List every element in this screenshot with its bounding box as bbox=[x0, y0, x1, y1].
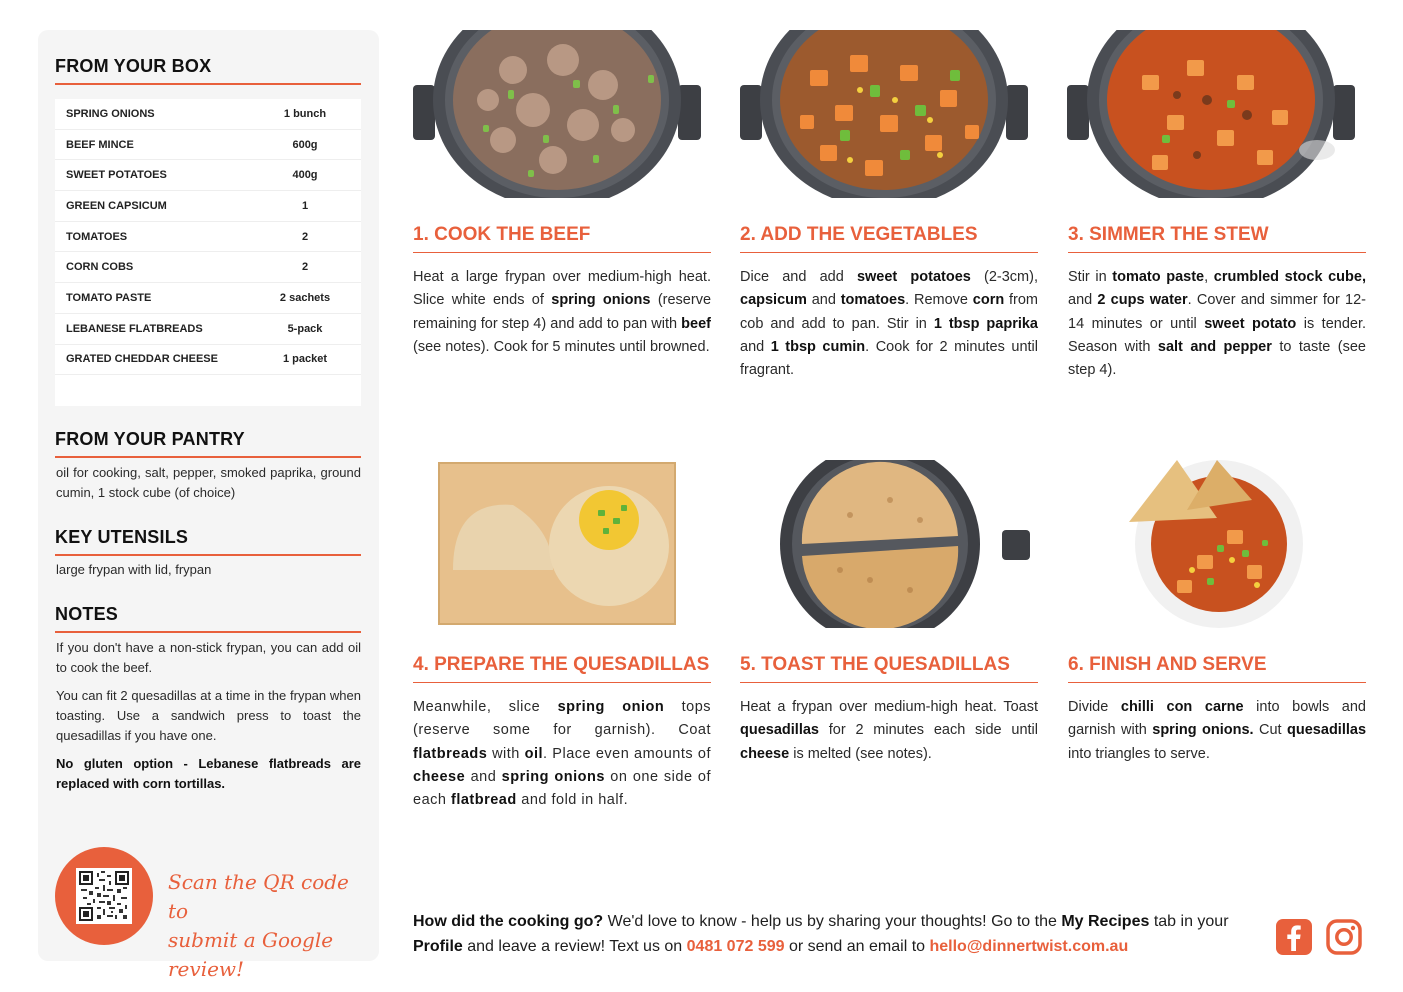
bold-ingredient: 1 tbsp paprika bbox=[933, 315, 1038, 332]
text-run: . Place even amounts of bbox=[543, 745, 711, 762]
step-2-text bbox=[740, 266, 1038, 382]
bold-ingredient: sweet potatoes bbox=[856, 269, 971, 285]
step-4-title: 4. PREPARE THE QUESADILLAS bbox=[413, 654, 711, 683]
bold-ingredient: tomato paste bbox=[1112, 269, 1205, 285]
text-run: Divide bbox=[1068, 699, 1121, 715]
ingredients-panel bbox=[38, 30, 379, 981]
step-1-photo bbox=[413, 30, 711, 198]
key-utensils-heading: KEY UTENSILS bbox=[55, 527, 361, 556]
bold-ingredient: spring onions. bbox=[1152, 722, 1254, 739]
box-item-qty: 1 packet bbox=[282, 353, 328, 366]
notes-paragraph-3: No gluten option - Lebanese flatbreads are replaced with corn tortillas. bbox=[56, 756, 361, 791]
text-run: for 2 minutes each side until bbox=[818, 722, 1038, 739]
box-item-name: GRATED CHEDDAR CHEESE bbox=[66, 353, 218, 366]
text-run: (see notes). Cook for 5 minutes until browned. bbox=[413, 338, 710, 355]
bold-ingredient: cheese bbox=[413, 768, 466, 785]
box-item-name: BEEF MINCE bbox=[66, 138, 134, 151]
notes-heading: NOTES bbox=[55, 604, 361, 633]
text-run: Cut bbox=[1253, 722, 1288, 739]
box-item-row bbox=[55, 191, 361, 222]
box-item-name: TOMATO PASTE bbox=[66, 291, 152, 304]
text-run: Meanwhile, slice bbox=[413, 699, 558, 715]
bold-ingredient: flatbread bbox=[450, 792, 517, 809]
text-run: and bbox=[1068, 292, 1098, 309]
step-5-photo bbox=[740, 460, 1038, 628]
text-run: from cob and add to pan. Stir in bbox=[740, 292, 1038, 332]
box-ingredients-table bbox=[55, 99, 361, 406]
box-item-qty: 1 bbox=[301, 199, 309, 212]
box-item-qty: 2 bbox=[301, 230, 309, 243]
notes-paragraph-2: You can fit 2 quesadillas at a time in the frypan when toasting. Use a sandwich press to toast the quesadillas if you have one. bbox=[56, 688, 361, 743]
qr-caption-line-2: submit a Google review! bbox=[168, 928, 334, 981]
qr-caption bbox=[168, 868, 368, 984]
step-3-title: 3. SIMMER THE STEW bbox=[1068, 224, 1366, 253]
text-run: . Cover and simmer for 12-14 minutes or until bbox=[1068, 292, 1366, 332]
step-2-title: 2. ADD THE VEGETABLES bbox=[740, 224, 1038, 253]
bold-ingredient: crumbled stock cube, bbox=[1213, 269, 1366, 285]
box-item-qty: 1 bunch bbox=[283, 107, 327, 120]
step-4-text bbox=[413, 696, 711, 812]
box-item-name: CORN COBS bbox=[66, 261, 134, 274]
box-item-row bbox=[55, 283, 361, 314]
box-item-name: LEBANESE FLATBREADS bbox=[66, 322, 203, 335]
text-run: to taste (see step 4). bbox=[1068, 338, 1366, 379]
bold-ingredient: tomatoes bbox=[840, 292, 906, 309]
bold-ingredient: spring onions bbox=[551, 292, 651, 309]
text-run: into bowls and garnish with bbox=[1068, 699, 1366, 739]
contact-link[interactable]: 0481 072 599 bbox=[686, 938, 785, 955]
bold-ingredient: oil bbox=[524, 745, 544, 762]
text-run: on one side of each bbox=[413, 768, 711, 809]
box-item-row bbox=[55, 160, 361, 191]
text-run: Heat a large frypan over medium-high heat. Slice white ends of bbox=[413, 269, 711, 309]
bold-ingredient: salt and pepper bbox=[1157, 338, 1272, 355]
text-run: and fold in half. bbox=[516, 792, 629, 809]
box-item-row bbox=[55, 252, 361, 283]
bold-ingredient: corn bbox=[972, 292, 1005, 309]
bold-ingredient: cheese bbox=[740, 745, 790, 762]
bold-ingredient: 1 tbsp cumin bbox=[770, 338, 866, 355]
text-run: Dice and add bbox=[740, 269, 857, 285]
text-run: is tender. Season with bbox=[1068, 315, 1367, 355]
bold-ingredient: flatbreads bbox=[413, 745, 488, 762]
bold-ingredient: Profile bbox=[413, 938, 463, 955]
box-item-name: SWEET POTATOES bbox=[66, 169, 167, 182]
bold-ingredient: 2 cups water bbox=[1097, 292, 1188, 309]
box-item-name: SPRING ONIONS bbox=[66, 107, 155, 120]
text-run: and bbox=[740, 338, 771, 355]
text-run: Stir in bbox=[1068, 269, 1113, 285]
bold-ingredient: quesadillas bbox=[1287, 722, 1367, 739]
qr-code-icon[interactable] bbox=[76, 868, 132, 924]
text-run: is melted (see notes). bbox=[789, 745, 932, 762]
text-run: (reserve remaining for step 4) and add to pan with bbox=[413, 292, 712, 332]
text-run: into triangles to serve. bbox=[1068, 745, 1210, 762]
bold-ingredient: sweet potato bbox=[1204, 315, 1297, 332]
bold-ingredient: How did the cooking go? bbox=[413, 913, 604, 930]
facebook-icon[interactable] bbox=[1275, 918, 1313, 956]
box-item-qty: 600g bbox=[292, 138, 318, 151]
utensils-text: large frypan with lid, frypan bbox=[56, 562, 212, 577]
box-item-row bbox=[55, 130, 361, 161]
box-item-row bbox=[55, 314, 361, 345]
contact-link[interactable]: hello@dinnertwist.com.au bbox=[929, 938, 1129, 955]
text-run: , bbox=[1204, 269, 1214, 285]
box-item-row bbox=[55, 99, 361, 130]
text-run: tops (reserve some for garnish). Coat bbox=[413, 699, 712, 739]
pantry-text: oil for cooking, salt, pepper, smoked paprika, ground cumin, 1 stock cube (of choice) bbox=[56, 465, 361, 500]
text-run: Heat a frypan over medium-high heat. Toast bbox=[740, 699, 1038, 715]
step-2-photo bbox=[740, 30, 1038, 198]
bold-ingredient: quesadillas bbox=[740, 722, 819, 739]
text-run: and leave a review! Text us on bbox=[462, 938, 687, 955]
bold-ingredient: beef bbox=[681, 315, 711, 332]
text-run: We'd love to know - help us by sharing your thoughts! Go to the bbox=[603, 913, 1062, 930]
from-your-box-heading: FROM YOUR BOX bbox=[55, 56, 361, 85]
bold-ingredient: My Recipes bbox=[1061, 913, 1150, 930]
step-3-photo bbox=[1067, 30, 1365, 198]
bold-ingredient: capsicum bbox=[740, 292, 807, 309]
text-run: or send an email to bbox=[784, 938, 930, 955]
text-run: . Remove bbox=[905, 292, 973, 309]
bold-ingredient: spring onion bbox=[557, 699, 665, 715]
from-your-pantry-heading: FROM YOUR PANTRY bbox=[55, 429, 361, 458]
text-run: and bbox=[806, 292, 841, 309]
notes-paragraph-1: If you don't have a non-stick frypan, you can add oil to cook the beef. bbox=[56, 640, 361, 675]
text-run: with bbox=[487, 745, 525, 762]
box-item-qty: 400g bbox=[292, 169, 318, 182]
box-item-row bbox=[55, 345, 361, 376]
step-3-text bbox=[1068, 266, 1366, 382]
step-5-text bbox=[740, 696, 1038, 766]
qr-caption-line-1: Scan the QR code to bbox=[168, 870, 349, 923]
box-item-qty: 2 sachets bbox=[279, 291, 331, 304]
box-item-name: GREEN CAPSICUM bbox=[66, 199, 167, 212]
step-1-text bbox=[413, 266, 711, 359]
text-run: tab in your bbox=[1149, 913, 1229, 930]
step-1-title: 1. COOK THE BEEF bbox=[413, 224, 711, 253]
step-6-title: 6. FINISH AND SERVE bbox=[1068, 654, 1366, 683]
text-run: (2-3cm), bbox=[970, 269, 1038, 285]
bold-ingredient: spring onions bbox=[501, 768, 605, 785]
step-4-photo bbox=[413, 460, 711, 628]
box-item-name: TOMATOES bbox=[66, 230, 128, 243]
step-6-photo bbox=[1067, 460, 1365, 628]
box-item-qty: 2 bbox=[301, 261, 309, 274]
step-5-title: 5. TOAST THE QUESADILLAS bbox=[740, 654, 1038, 683]
step-6-text bbox=[1068, 696, 1366, 766]
text-run: and bbox=[465, 768, 502, 785]
bold-ingredient: chilli con carne bbox=[1120, 699, 1244, 715]
box-item-row bbox=[55, 222, 361, 253]
instagram-icon[interactable] bbox=[1325, 918, 1363, 956]
box-item-qty: 5-pack bbox=[287, 322, 323, 335]
text-run: . Cook for 2 minutes until fragrant. bbox=[740, 338, 1038, 379]
review-invitation bbox=[413, 909, 1263, 959]
qr-badge[interactable] bbox=[55, 847, 153, 945]
